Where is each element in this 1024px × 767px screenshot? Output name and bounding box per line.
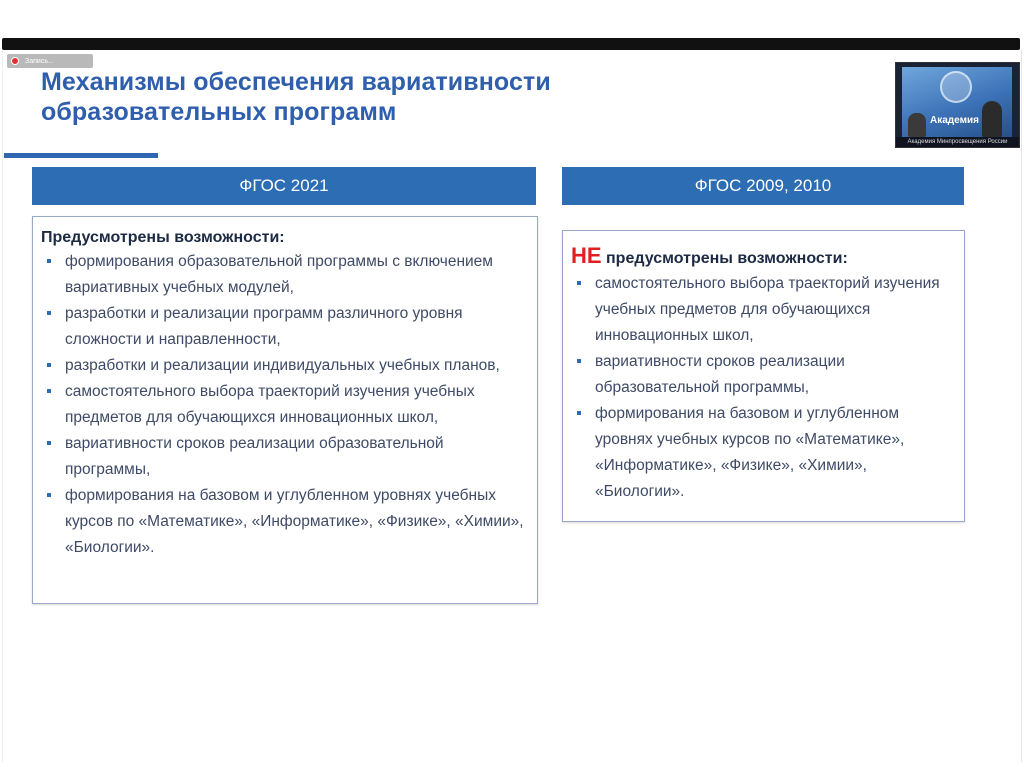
speaker-silhouette [982,101,1002,137]
box-title-provided: Предусмотрены возможности: [41,229,285,246]
list-item: формирования образовательной программы с включением вариативных учебных модулей, [41,249,529,301]
list-item: вариативности сроков реализации образовательной программы, [41,431,529,483]
list-item: самостоятельного выбора траекторий изучения учебных предметов для обучающихся инновационных школ, [41,379,529,431]
header-fgos-2021: ФГОС 2021 [32,167,536,205]
video-logo-text: Академия [930,115,979,126]
recording-indicator[interactable] [7,54,93,68]
box-fgos-2009-2010 [562,230,965,522]
emblem-icon [940,71,972,103]
slide-title-line1: Механизмы обеспечения вариативности [41,68,551,96]
title-underline [4,153,158,158]
list-item: разработки и реализации программ различного уровня сложности и направленности, [41,301,529,353]
left-list [41,249,529,561]
ne-prefix: НЕ [571,243,602,268]
box-title-text: предусмотрены возможности: [606,250,848,267]
list-item: самостоятельного выбора траекторий изучения учебных предметов для обучающихся инновационных школ, [571,271,956,349]
speaker-silhouette [908,113,926,137]
record-icon [11,57,19,65]
box-fgos-2021 [32,216,538,604]
list-item: вариативности сроков реализации образовательной программы, [571,349,956,401]
list-item: разработки и реализации индивидуальных учебных планов, [41,353,529,379]
list-item: формирования на базовом и углубленном уровнях учебных курсов по «Математике», «Информатике», «Физике», «Химии», «Биологии». [571,401,956,505]
slide-title [41,67,661,127]
recording-label: Запись... [25,57,54,65]
video-caption: Академия Минпросвещения России [896,137,1019,147]
right-list [571,271,956,505]
window-top-strip [2,38,1020,50]
top-margin [0,0,1024,38]
box-title-not-provided [571,243,956,269]
header-fgos-2009-2010: ФГОС 2009, 2010 [562,167,964,205]
video-thumbnail[interactable] [895,62,1020,148]
list-item: формирования на базовом и углубленном уровнях учебных курсов по «Математике», «Информатике», «Физике», «Химии», «Биологии». [41,483,529,561]
slide-title-line2: образовательных программ [41,98,397,126]
